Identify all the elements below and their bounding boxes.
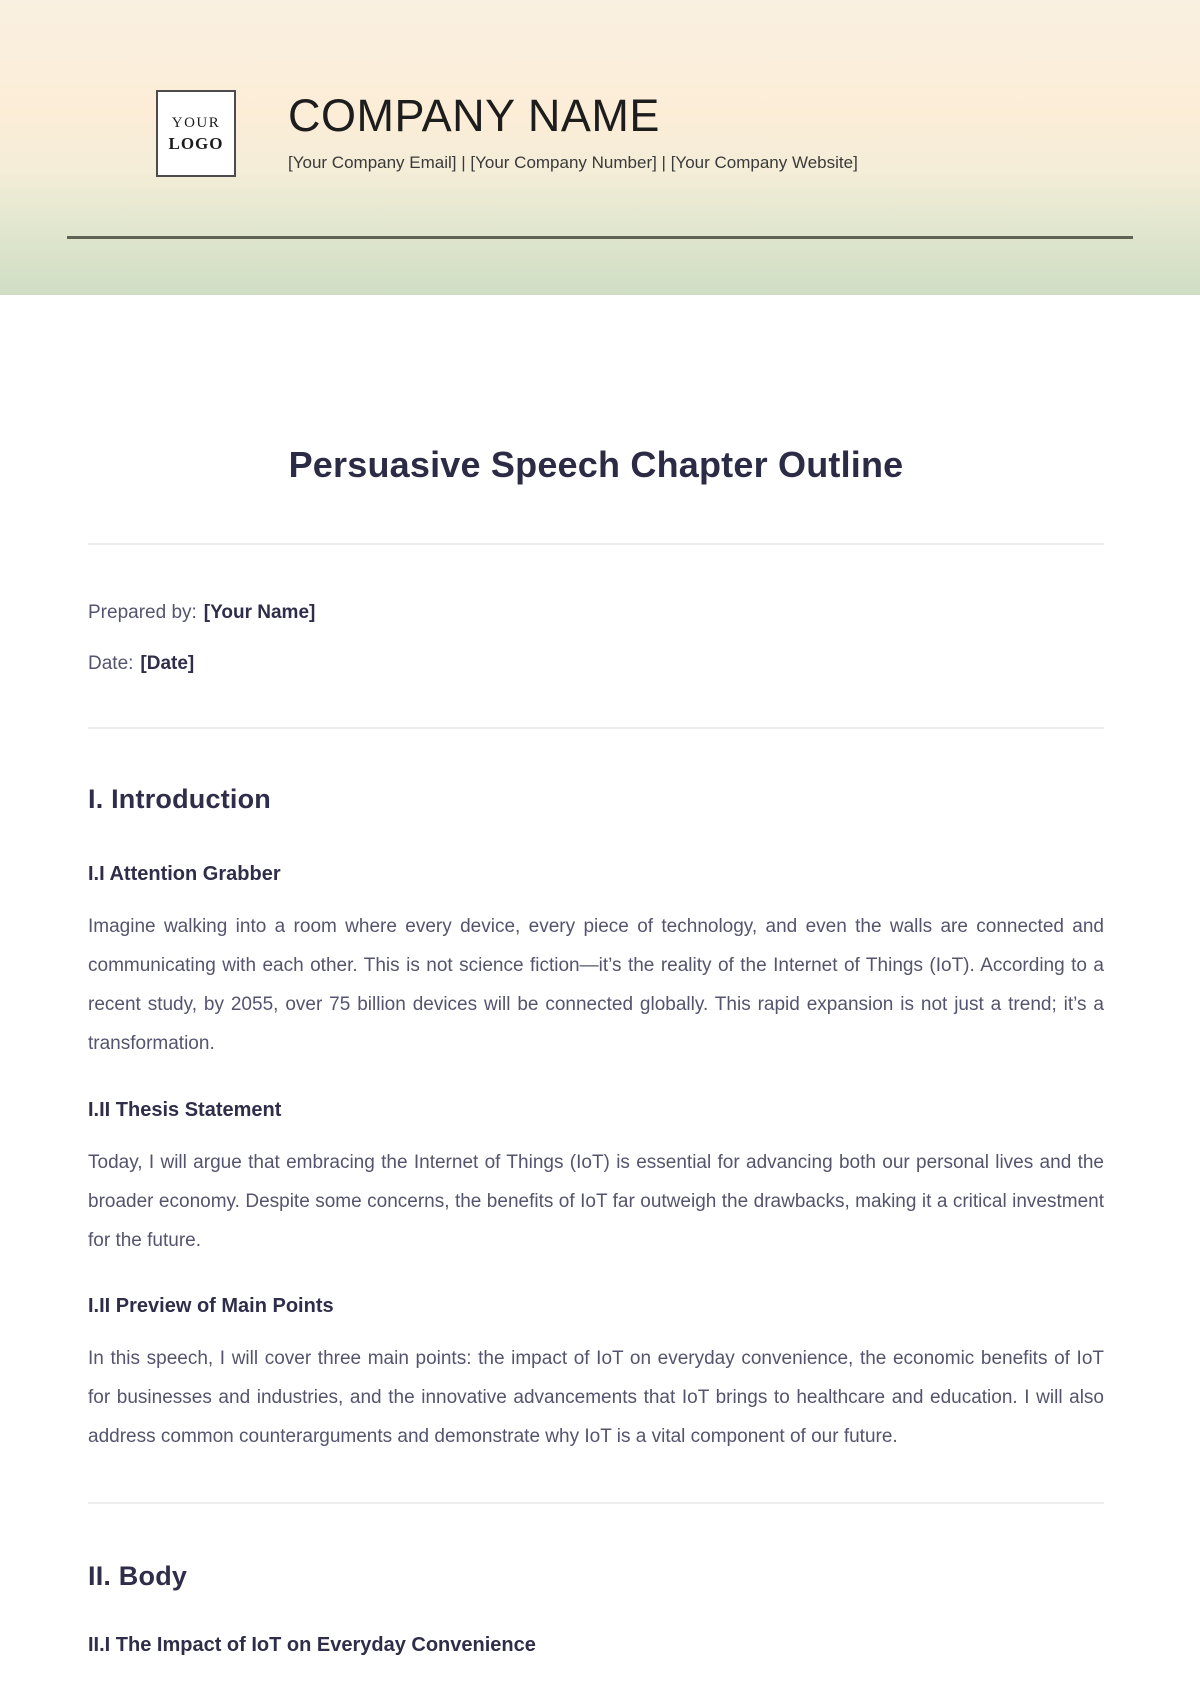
company-logo	[156, 90, 236, 177]
prepared-by-value: [Your Name]	[203, 602, 316, 623]
date-value: [Date]	[140, 653, 195, 674]
company-contact-line: [Your Company Email] | [Your Company Number] | [Your Company Website]	[288, 153, 858, 172]
company-header	[0, 0, 1200, 295]
logo-text-logo: LOGO	[168, 133, 224, 153]
subheading-thesis-statement: I.II Thesis Statement	[88, 1099, 282, 1121]
divider	[88, 1502, 1104, 1504]
prepared-by-line	[88, 601, 1104, 625]
subheading-attention-grabber: I.I Attention Grabber	[88, 863, 281, 885]
section-heading-introduction: I. Introduction	[88, 784, 271, 814]
logo-text-your: YOUR	[171, 114, 221, 131]
paragraph-attention-grabber: Imagine walking into a room where every device, every piece of technology, and even the walls are connected and communicating with each other. This is not science fiction—it’s the reality of the Internet of Things (IoT). According to a recent study, by 2055, over 75 billion devices will be connected globally. This rapid expansion is not just a trend; it’s a transformation.	[88, 916, 1104, 1054]
date-line	[88, 652, 1104, 676]
company-name: COMPANY NAME	[288, 90, 660, 141]
header-rule	[67, 236, 1133, 239]
date-label: Date:	[88, 653, 134, 674]
section-heading-body: II. Body	[88, 1561, 188, 1591]
prepared-by-label: Prepared by:	[88, 602, 197, 623]
paragraph-preview-of-main-points: In this speech, I will cover three main points: the impact of IoT on everyday convenience, the economic benefits of IoT for businesses and industries, and the innovative advancements that IoT brings to healthcare and education. I will also address common counterarguments and demonstrate why IoT is a vital component of our future.	[88, 1348, 1104, 1447]
subheading-preview-of-main-points: I.II Preview of Main Points	[88, 1295, 334, 1317]
subheading-impact-of-iot: II.I The Impact of IoT on Everyday Convenience	[88, 1634, 536, 1656]
paragraph-thesis-statement: Today, I will argue that embracing the Internet of Things (IoT) is essential for advancing both our personal lives and the broader economy. Despite some concerns, the benefits of IoT far outweigh the drawbacks, making it a critical investment for the future.	[88, 1152, 1104, 1251]
document-body	[88, 444, 1104, 1659]
divider	[88, 543, 1104, 545]
document-title: Persuasive Speech Chapter Outline	[288, 444, 904, 485]
divider	[88, 727, 1104, 729]
